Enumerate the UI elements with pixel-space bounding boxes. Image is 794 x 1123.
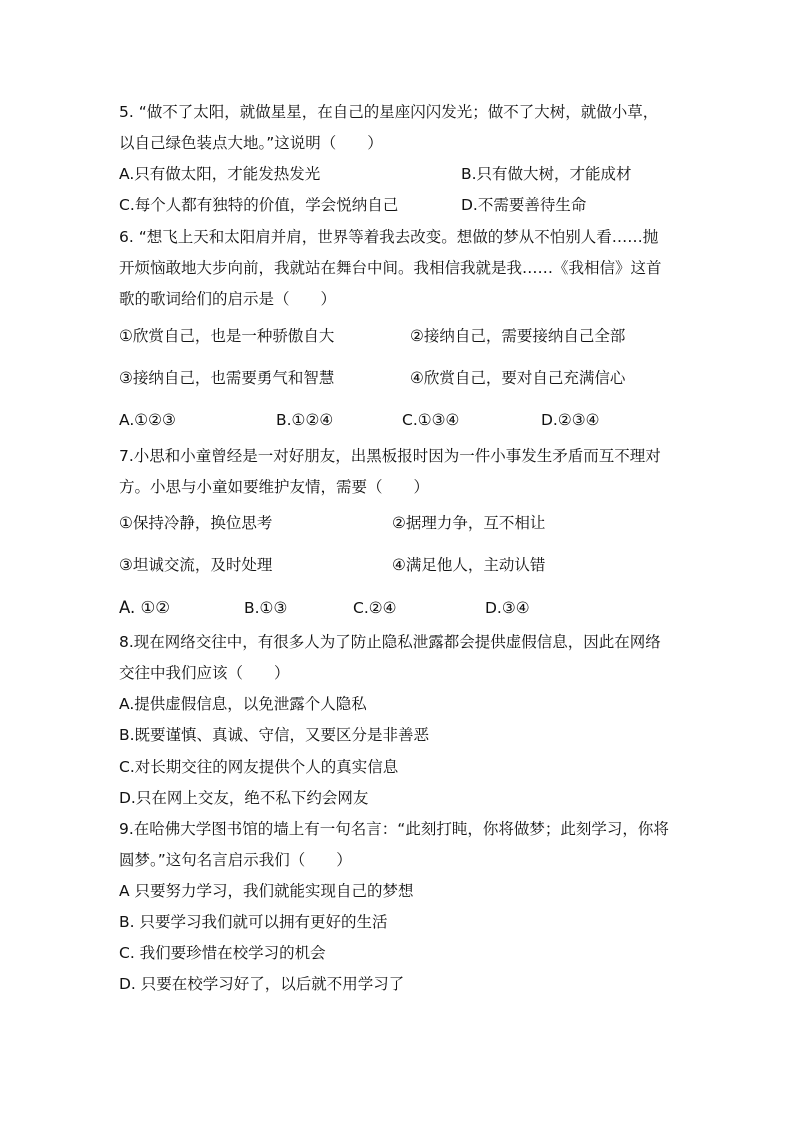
q7-stem-line-2: 方。小思与小童如要维护友情，需要（ ） (119, 478, 430, 496)
q8-stem-line-1: 8.现在网络交往中，有很多人为了防止隐私泄露都会提供虚假信息，因此在网络 (119, 633, 661, 651)
q7-statement-3: ③坦诚交流，及时处理 (119, 556, 273, 574)
q5-stem-line-1: 5. “做不了太阳，就做星星，在自己的星座闪闪发光；做不了大树，就做小草， (119, 103, 659, 121)
q6-statement-4: ④欣赏自己，要对自己充满信心 (410, 369, 626, 387)
q6-option-a: A.①②③ (119, 411, 176, 429)
q8-option-c: C.对长期交往的网友提供个人的真实信息 (119, 758, 399, 776)
q9-option-b: B. 只要学习我们就可以拥有更好的生活 (119, 913, 388, 931)
q9-option-a: A 只要努力学习，我们就能实现自己的梦想 (119, 882, 414, 900)
q9-stem-line-2: 圆梦。”这句名言启示我们（ ） (119, 851, 352, 869)
q6-stem-line-2: 开烦恼敢地大步向前，我就站在舞台中间。我相信我就是我……《我相信》这首 (119, 259, 662, 277)
q7-statement-1: ①保持冷静，换位思考 (119, 514, 273, 532)
q7-statement-2: ②据理力争，互不相让 (392, 514, 546, 532)
q9-option-d: D. 只要在校学习好了，以后就不用学习了 (119, 975, 405, 993)
q6-statement-1: ①欣赏自己，也是一种骄傲自大 (119, 327, 335, 345)
q7-stem-line-1: 7.小思和小童曾经是一对好朋友，出黑板报时因为一件小事发生矛盾而互不理对 (119, 447, 661, 465)
q9-stem-line-1: 9.在哈佛大学图书馆的墙上有一句名言：“此刻打盹，你将做梦；此刻学习，你将 (119, 820, 669, 838)
q6-stem-line-1: 6. “想飞上天和太阳肩并肩，世界等着我去改变。想做的梦从不怕别人看……抛 (119, 228, 659, 246)
q7-option-a: A. ①② (119, 598, 171, 617)
q6-option-b: B.①②④ (276, 411, 334, 429)
q8-option-d: D.只在网上交友，绝不私下约会网友 (119, 789, 369, 807)
q5-option-d: D.不需要善待生命 (461, 196, 587, 214)
q7-statement-4: ④满足他人，主动认错 (392, 556, 546, 574)
q6-statement-2: ②接纳自己，需要接纳自己全部 (410, 327, 626, 345)
q5-option-a: A.只有做太阳，才能发热发光 (119, 165, 321, 183)
q8-option-a: A.提供虚假信息，以免泄露个人隐私 (119, 695, 367, 713)
q6-option-c: C.①③④ (402, 411, 460, 429)
q5-option-b: B.只有做大树，才能成材 (461, 165, 632, 183)
q7-option-b: B.①③ (244, 599, 288, 617)
q6-stem-line-3: 歌的歌词给们的启示是（ ） (119, 290, 337, 308)
q5-option-c: C.每个人都有独特的价值，学会悦纳自己 (119, 196, 399, 214)
q7-option-d: D.③④ (485, 599, 530, 617)
q6-statement-3: ③接纳自己，也需要勇气和智慧 (119, 369, 335, 387)
q7-option-c: C.②④ (353, 599, 397, 617)
q6-option-d: D.②③④ (541, 411, 600, 429)
q8-stem-line-2: 交往中我们应该（ ） (119, 664, 290, 682)
q5-stem-line-2: 以自己绿色装点大地。”这说明（ ） (119, 134, 383, 152)
q9-option-c: C. 我们要珍惜在校学习的机会 (119, 944, 326, 962)
q8-option-b: B.既要谨慎、真诚、守信，又要区分是非善恶 (119, 726, 430, 744)
